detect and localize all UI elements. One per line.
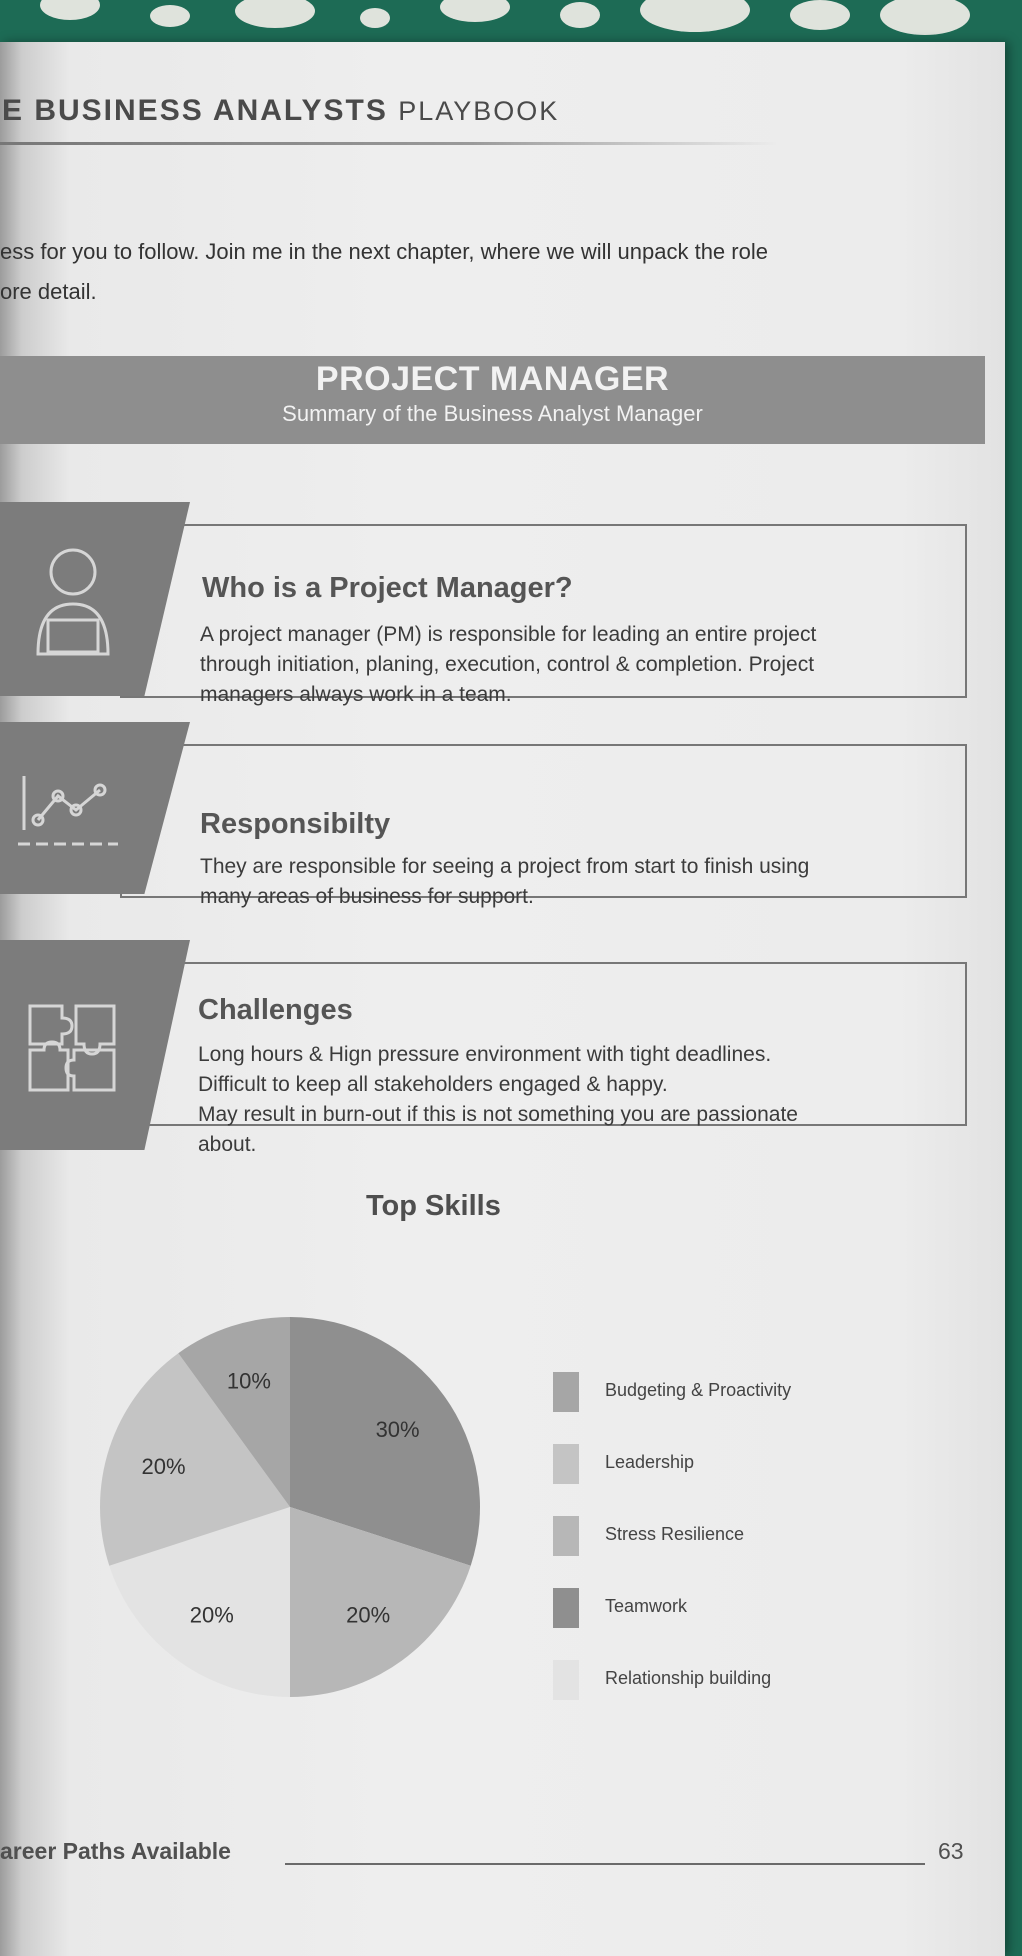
legend-swatch [553,1516,579,1556]
section-body [200,620,816,710]
legend-item [553,1372,853,1416]
section-title: Challenges [198,994,353,1026]
intro-paragraph [0,232,980,312]
legend-swatch [553,1660,579,1700]
section-line: managers always work in a team. [200,683,512,706]
section-banner [0,356,985,444]
section-body [200,852,809,912]
legend-item [553,1444,853,1488]
section-line: through initiation, planing, execution, control & completion. Project [200,653,815,676]
header-title-bold: E BUSINESS ANALYSTS [2,94,388,127]
legend-label: Budgeting & Proactivity [605,1380,792,1400]
pie-slice-label: 20% [141,1453,186,1479]
banner-subtitle: Summary of the Business Analyst Manager [282,401,703,426]
legend-item [553,1588,853,1632]
running-header [2,94,559,128]
pie-slice-label: 20% [189,1602,234,1628]
header-rule [0,142,780,145]
section-title: Who is a Project Manager? [202,572,573,604]
pie-slice-label: 10% [226,1368,271,1394]
section-line: Difficult to keep all stakeholders engaged & happy. [198,1073,668,1096]
legend-item [553,1516,853,1560]
section-title: Responsibilty [200,808,391,840]
section-line: about. [198,1133,257,1156]
footer-section-name: areer Paths Available [0,1838,231,1864]
puzzle-icon [22,998,122,1098]
line-chart-icon [18,772,128,852]
legend-swatch [553,1588,579,1628]
intro-line: ore detail. [0,279,97,304]
section-body [198,1040,798,1160]
book-page [0,42,1005,1956]
section-line: many areas of business for support. [200,885,534,908]
legend-swatch [553,1444,579,1484]
banner-title: PROJECT MANAGER [315,360,670,398]
legend-item [553,1660,853,1704]
legend-label: Stress Resilience [605,1524,745,1544]
chart-title: Top Skills [366,1190,501,1222]
person-icon [28,542,118,660]
section-line: May result in burn-out if this is not something you are passionate [198,1103,798,1126]
legend-label: Relationship building [605,1668,772,1688]
pie-chart [95,1312,485,1702]
pie-slice-label: 30% [375,1416,420,1442]
legend-label: Teamwork [605,1596,688,1616]
pie-slice-label: 20% [346,1602,391,1628]
legend-label: Leadership [605,1452,695,1472]
legend-swatch [553,1372,579,1412]
footer-rule [285,1863,925,1865]
page-number: 63 [938,1838,964,1864]
intro-line: ess for you to follow. Join me in the next chapter, where we will unpack the role [0,239,768,264]
section-line: A project manager (PM) is responsible for leading an entire project [200,623,817,646]
section-line: Long hours & Hign pressure environment with tight deadlines. [198,1043,772,1066]
section-line: They are responsible for seeing a project from start to finish using [200,855,810,878]
header-title-light: PLAYBOOK [398,96,560,126]
